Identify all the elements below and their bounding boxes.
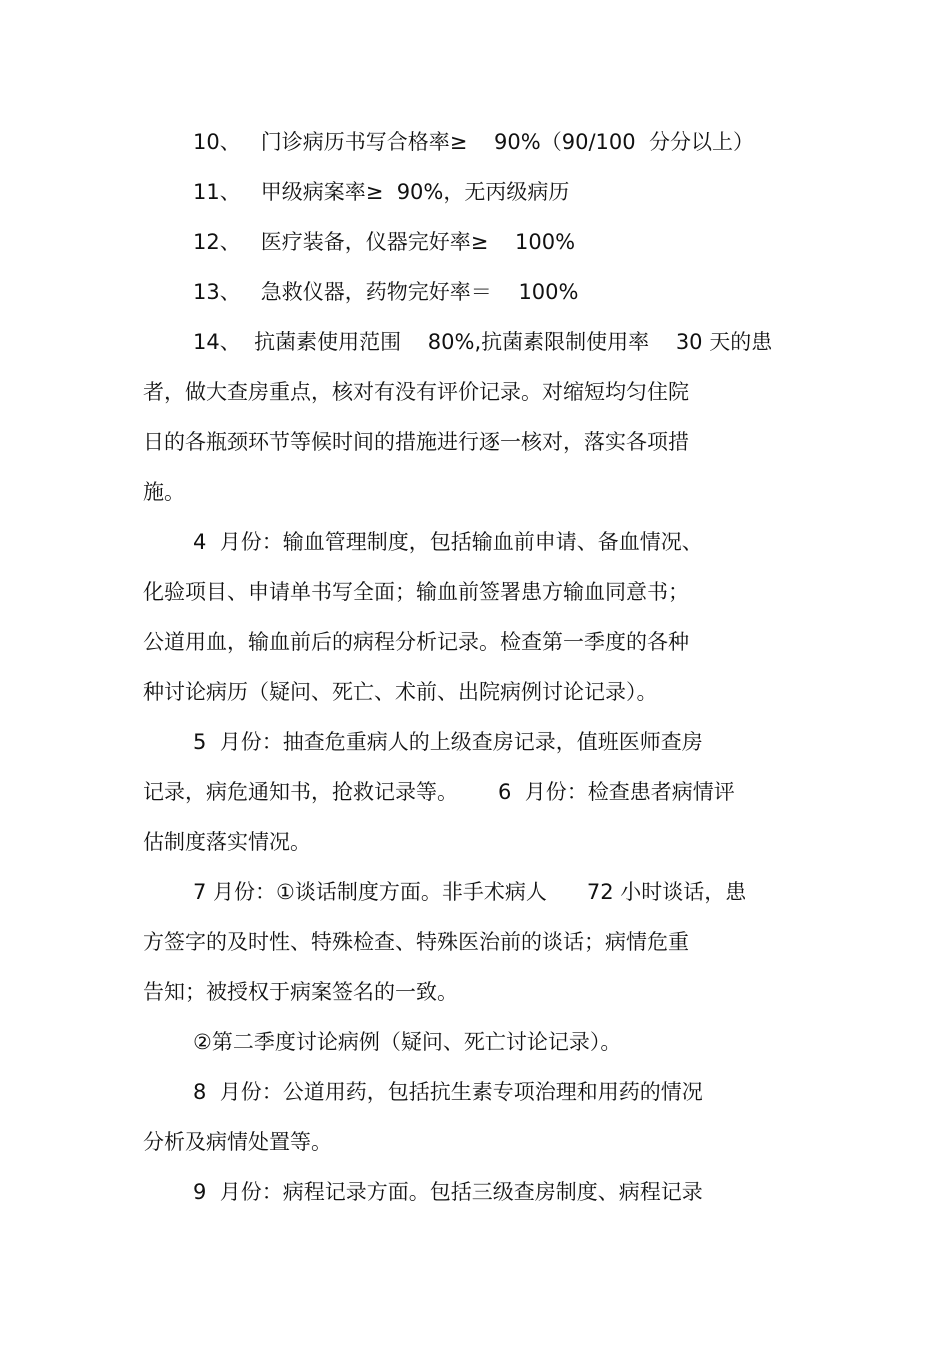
- text-line-july: 7 月份：①谈话制度方面。非手术病人 72 小时谈话，患: [193, 880, 747, 904]
- text-line: 者，做大查房重点，核对有没有评价记录。对缩短均匀住院: [143, 380, 689, 404]
- text-line-april: 4 月份：输血管理制度，包括输血前申请、备血情况、: [193, 530, 703, 554]
- text-line: 公道用血，输血前后的病程分析记录。检查第一季度的各种: [143, 630, 689, 654]
- text-line: 日的各瓶颈环节等候时间的措施进行逐一核对，落实各项措: [143, 430, 689, 454]
- text-line-september: 9 月份：病程记录方面。包括三级查房制度、病程记录: [193, 1180, 703, 1204]
- text-line-august: 8 月份：公道用药，包括抗生素专项治理和用药的情况: [193, 1080, 703, 1104]
- text-line: 方签字的及时性、特殊检查、特殊医治前的谈话；病情危重: [143, 930, 689, 954]
- text-line-july-2: ②第二季度讨论病例（疑问、死亡讨论记录）。: [193, 1030, 622, 1054]
- text-line: 化验项目、申请单书写全面；输血前签署患方输血同意书；: [143, 580, 689, 604]
- text-line-item-12: 12、 医疗装备，仪器完好率≥ 100%: [193, 230, 576, 254]
- text-line-june: 记录，病危通知书，抢救记录等。 6 月份：检查患者病情评: [143, 780, 735, 804]
- text-line-item-10: 10、 门诊病历书写合格率≥ 90%（90/100 分分以上）: [193, 130, 754, 154]
- text-line-item-11: 11、 甲级病案率≥ 90%，无丙级病历: [193, 180, 570, 204]
- text-line: 告知；被授权于病案签名的一致。: [143, 980, 458, 1004]
- text-line: 分析及病情处置等。: [143, 1130, 332, 1154]
- text-line-item-14: 14、 抗菌素使用范围 80%,抗菌素限制使用率 30 天的患: [193, 330, 773, 354]
- text-line: 施。: [143, 480, 185, 504]
- text-line: 种讨论病历（疑问、死亡、术前、出院病例讨论记录）。: [143, 680, 658, 704]
- text-line-item-13: 13、 急救仪器，药物完好率＝ 100%: [193, 280, 579, 304]
- text-line: 估制度落实情况。: [143, 830, 311, 854]
- text-line-may: 5 月份：抽查危重病人的上级查房记录，值班医师查房: [193, 730, 703, 754]
